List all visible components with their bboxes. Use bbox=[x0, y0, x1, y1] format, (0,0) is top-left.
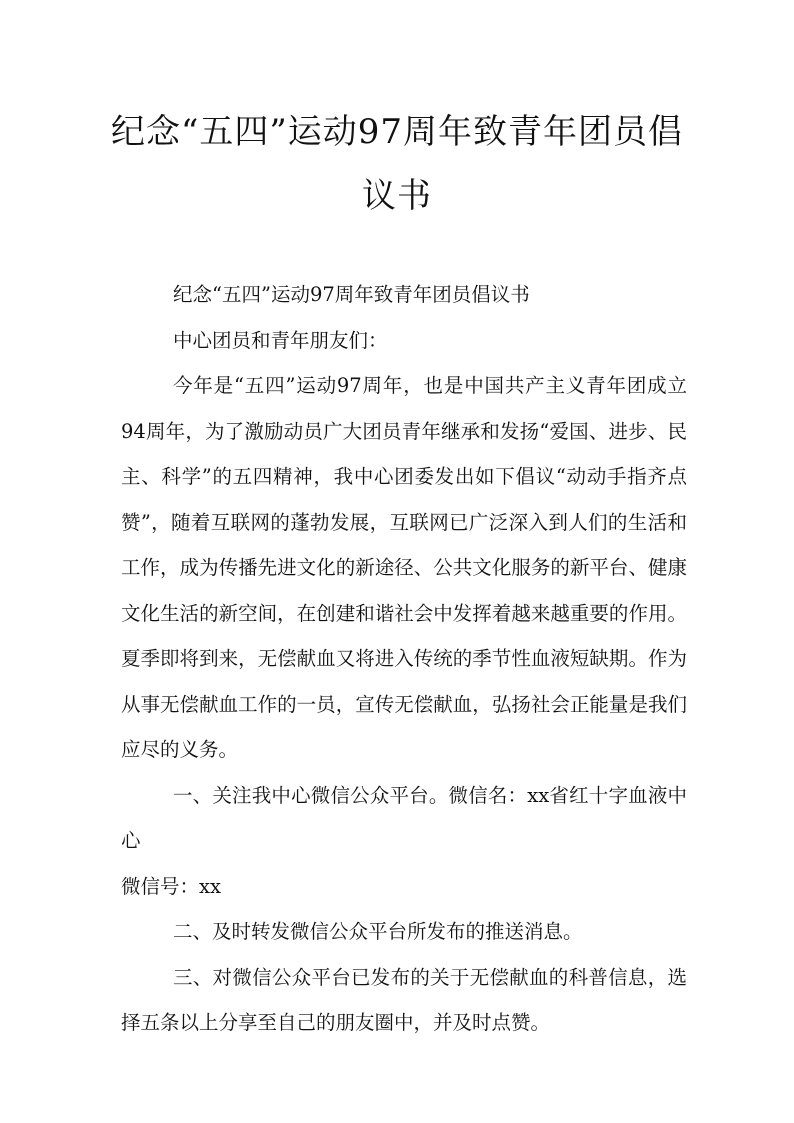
paragraph-item-two: 二、及时转发微信公众平台所发布的推送消息。 bbox=[173, 920, 583, 943]
document-title: 纪念“五四”运动97周年致青年团员倡议书 bbox=[110, 112, 684, 216]
paragraph-heading-repeat: 纪念“五四”运动97周年致青年团员倡议书 bbox=[173, 283, 530, 306]
document-body bbox=[121, 272, 687, 1046]
paragraph-salutation: 中心团员和青年朋友们： bbox=[173, 328, 388, 352]
paragraph-item-three: 三、对微信公众平台已发布的关于无偿献血的科普信息，选择五条以上分享至自己的朋友圈中，并及时点赞。 bbox=[121, 965, 687, 1034]
paragraph-item-one: 一、关注我中心微信公众平台。微信名：xx省红十字血液中心 bbox=[121, 783, 687, 852]
paragraph-main: 今年是“五四”运动97周年，也是中国共产主义青年团成立94周年，为了激励动员广大团员青年继承和发扬“爱国、进步、民主、科学”的五四精神，我中心团委发出如下倡议“动动手指齐点赞”，随着互联网的蓬勃发展，互联网已广泛深入到人们的生活和工作，成为传播先进文化的新途径、公共文化服务的新平台、健康文化生活的新空间，在创建和谐社会中发挥着越来越重要的作用。夏季即将到来，无偿献血又将进入传统的季节性血液短缺期。作为从事无偿献血工作的一员，宣传无偿献血，弘扬社会正能量是我们应尽的义务。 bbox=[121, 374, 687, 761]
paragraph-wechat-id: 微信号：xx bbox=[121, 874, 221, 898]
